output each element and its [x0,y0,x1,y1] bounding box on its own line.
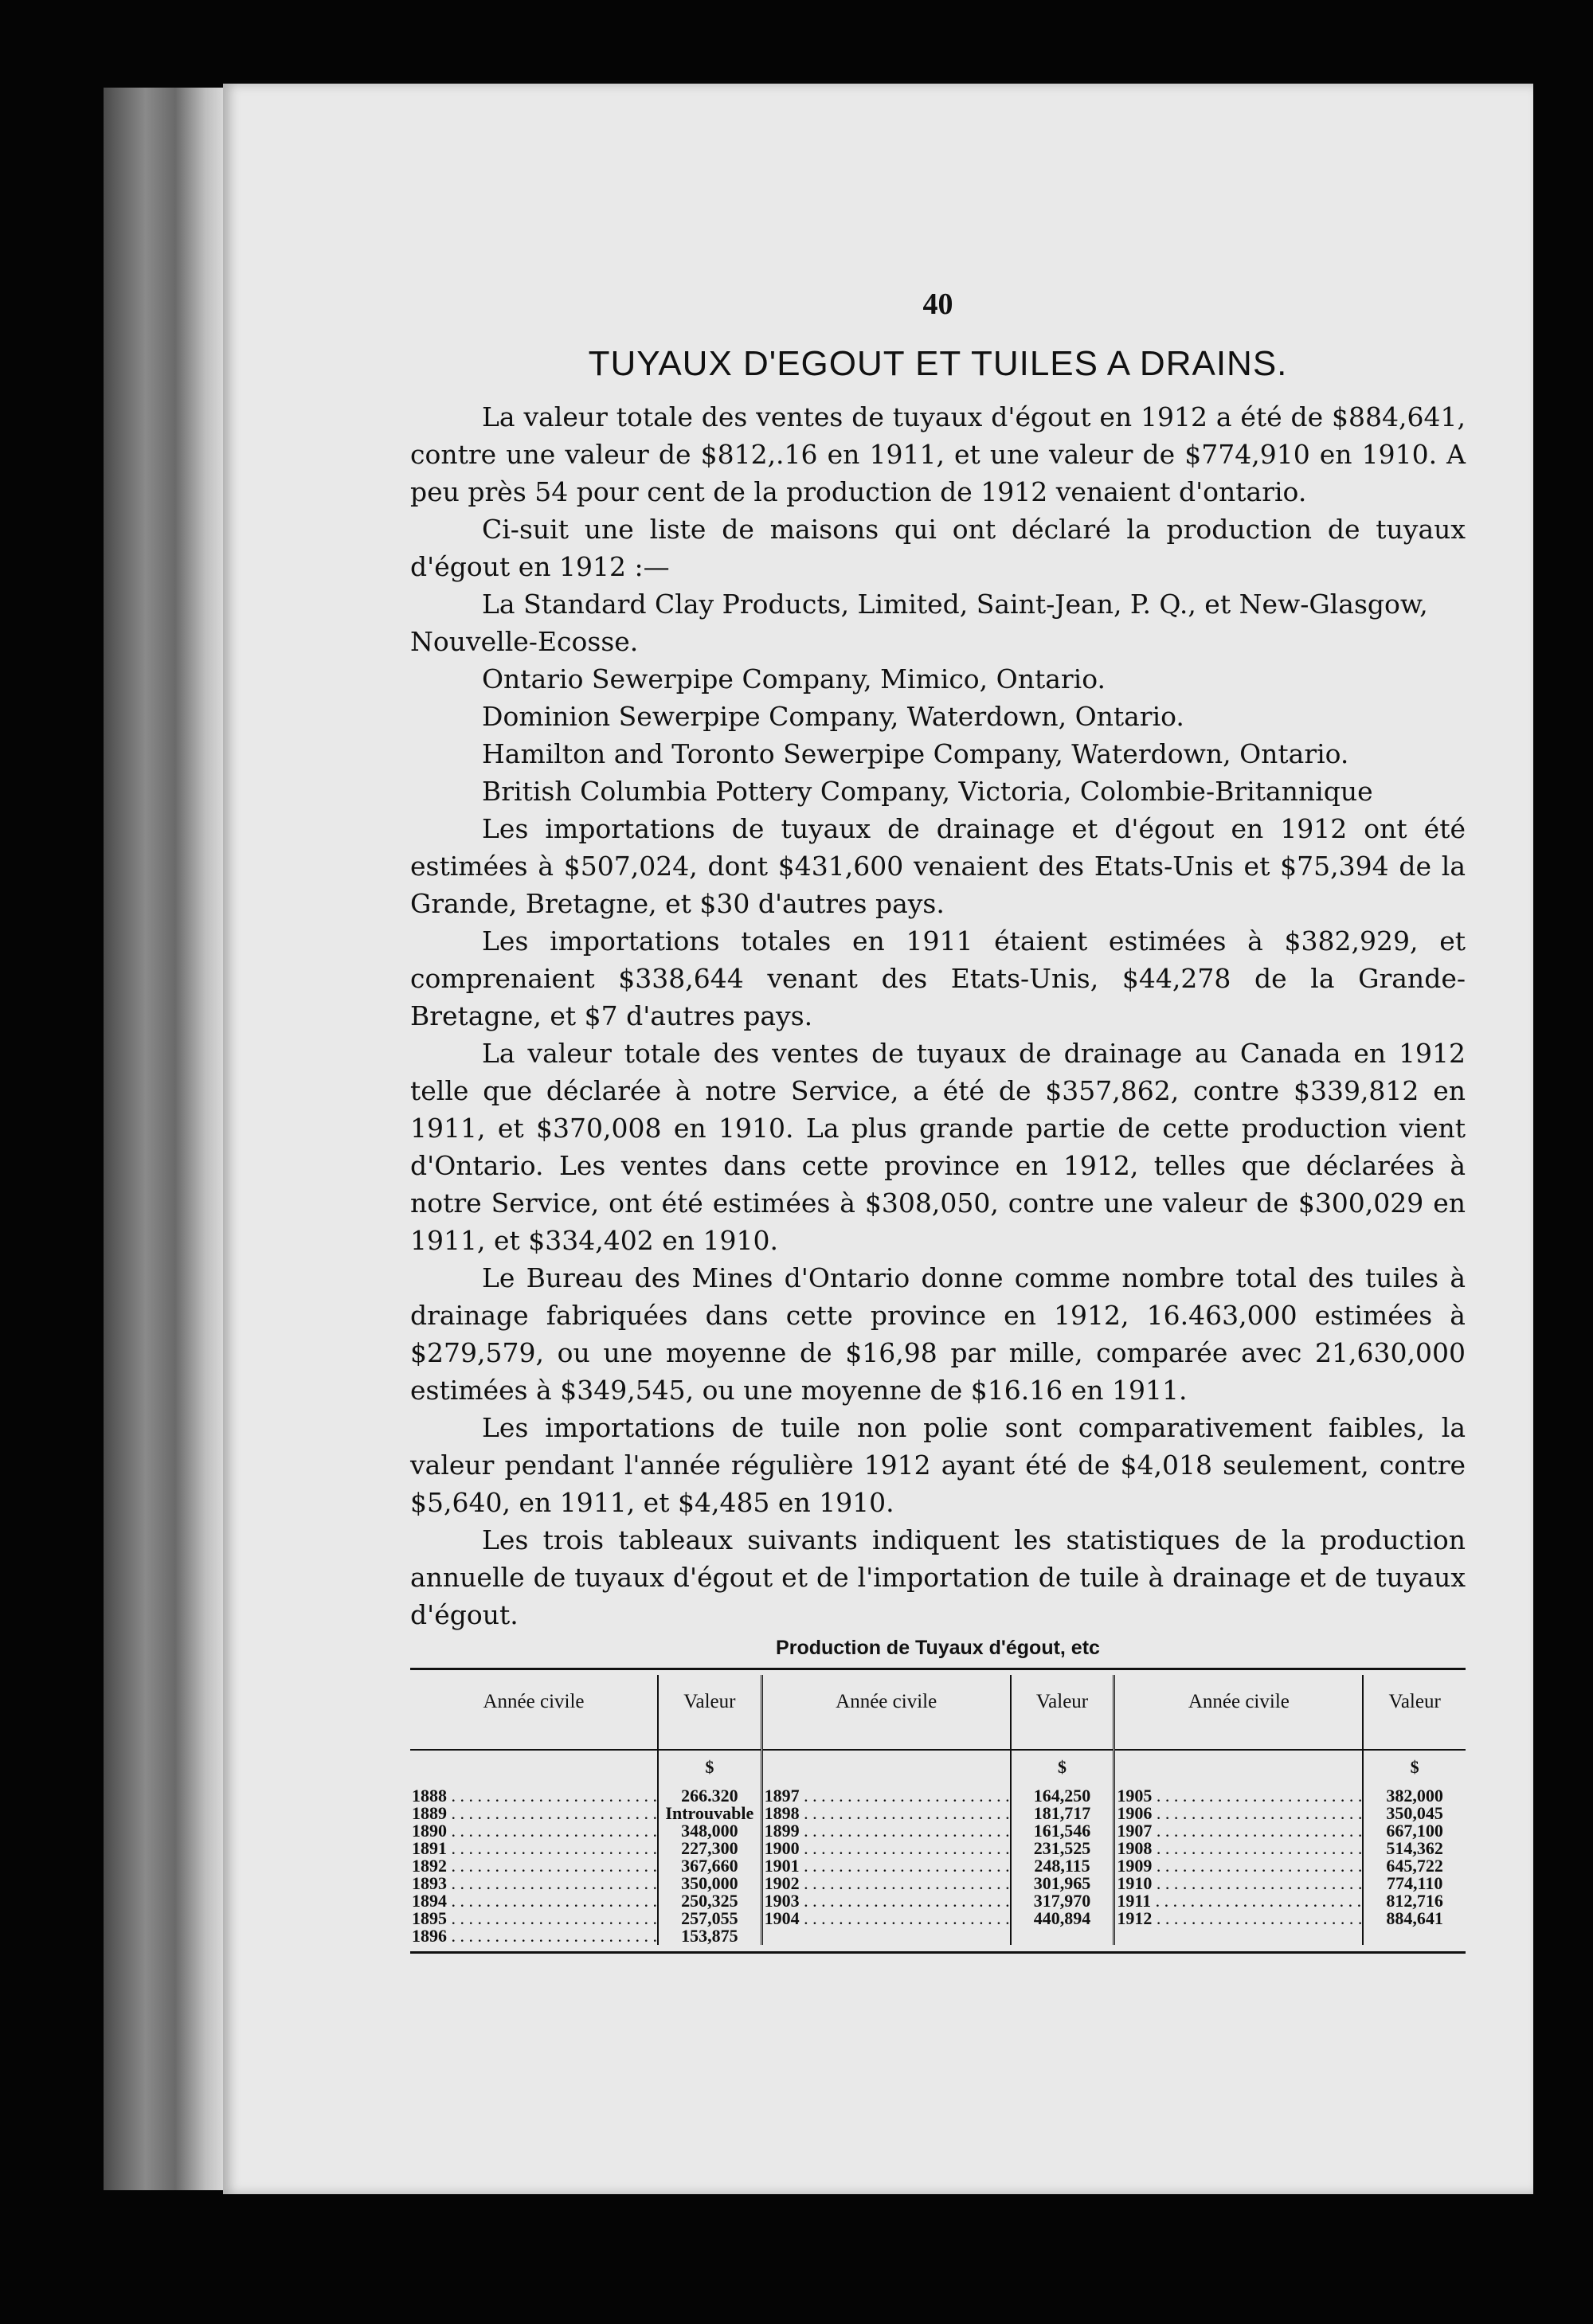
table-value-cell: 884,641 [1386,1910,1443,1927]
table-year-cell: 1896 . . . [410,1927,657,1945]
table-year-cell: 1895 . . . [410,1910,657,1927]
table-year-cell: 1906 . . . [1115,1805,1362,1822]
table-value-cell: 231,525 [1033,1840,1091,1857]
year-column [763,1675,1012,1945]
table-value-cell: 350,000 [681,1875,738,1892]
table-year-cell: 1911 . . . [1115,1892,1362,1910]
table-column-group [410,1675,761,1945]
table-value-cell: 774,110 [1387,1875,1443,1892]
table-value-cell: 257,055 [681,1910,738,1927]
table-year-cell: 1908 . . . [1115,1840,1362,1857]
year-list [410,1784,657,1945]
year-header: Année civile [1115,1675,1362,1751]
value-column [1012,1675,1114,1945]
year-column [1115,1675,1364,1945]
paragraph: Les importations totales en 1911 étaient estimées à $382,929, et comprenaient $338,644 venant des Etats-Unis, $44,278 de la Grande-Bretagne, et $7 d'autres pays. [410,925,1466,1031]
table-column-group [761,1675,1114,1945]
page-content [410,287,1466,1954]
table-year-cell: 1912 . . . [1115,1910,1362,1927]
table-column-group [1113,1675,1466,1945]
table-value-cell: 514,362 [1386,1840,1443,1857]
document-page [223,84,1533,2194]
table-value-cell: 317,970 [1033,1892,1091,1910]
table-year-cell: 1909 . . . [1115,1857,1362,1875]
unit-spacer [410,1751,657,1784]
table-value-cell: 367,660 [681,1857,738,1875]
value-list [659,1784,761,1945]
paragraph: La valeur totale des ventes de tuyaux d'égout en 1912 a été de $884,641, contre une valeur de $812,.16 en 1911, et une valeur de $774,910 en 1910. A peu près 54 pour cent de la production de 1912 venaient d'ontario. [410,401,1466,507]
table-value-cell: 350,045 [1386,1805,1443,1822]
year-header: Année civile [410,1675,657,1751]
unit-spacer [763,1751,1010,1784]
table-caption: Production de Tuyaux d'égout, etc [776,1637,1100,1659]
production-table [410,1668,1466,1954]
table-value-cell: 181,717 [1033,1805,1091,1822]
table-year-cell: 1904 . . . [763,1910,1010,1927]
year-list [1115,1784,1362,1927]
table-year-cell: 1891 . . . [410,1840,657,1857]
table-year-cell: 1900 . . . [763,1840,1010,1857]
company-entry: Hamilton and Toronto Sewerpipe Company, Waterdown, Ontario. [482,738,1349,769]
value-header: Valeur [659,1675,761,1751]
value-header: Valeur [1012,1675,1114,1751]
unit-spacer [1115,1751,1362,1784]
table-year-cell: 1893 . . . [410,1875,657,1892]
paragraph: Les importations de tuile non polie sont comparativement faibles, la valeur pendant l'année régulière 1912 ayant été de $4,018 seulement, contre $5,640, en 1911, et $4,485 en 1910. [410,1412,1466,1518]
table-value-cell: 266.320 [681,1787,738,1805]
book-page-edge [104,88,223,2190]
company-entry: British Columbia Pottery Company, Victoria, Colombie-Britannique [482,776,1373,807]
table-value-cell: 812,716 [1386,1892,1443,1910]
table-value-cell: Introuvable [665,1805,754,1822]
paragraph: Les trois tableaux suivants indiquent les statistiques de la production annuelle de tuyaux d'égout et de l'importation de tuile à drainage et de tuyaux d'égout. [410,1524,1466,1630]
year-column [410,1675,659,1945]
table-year-cell: 1905 . . . [1115,1787,1362,1805]
company-entry: La Standard Clay Products, Limited, Saint-Jean, P. Q., et New-Glasgow, Nouvelle-Ecosse. [410,589,1428,657]
paragraph: La valeur totale des ventes de tuyaux de drainage au Canada en 1912 telle que déclarée à notre Service, a été de $357,862, contre $339,812 en 1911, et $370,008 en 1910. La plus grande partie de cette production vient d'Ontario. Les ventes dans cette province en 1912, telles que déclarées à notre Service, ont été estimées à $308,050, contre une valeur de $300,029 en 1911, et $334,402 en 1910. [410,1038,1466,1256]
year-header: Année civile [763,1675,1010,1751]
table-year-cell: 1889 . . . [410,1805,657,1822]
paragraph: Ci-suit une liste de maisons qui ont déclaré la production de tuyaux d'égout en 1912 :— [410,514,1466,582]
table-year-cell: 1899 . . . [763,1822,1010,1840]
table-year-cell: 1903 . . . [763,1892,1010,1910]
table-year-cell: 1897 . . . [763,1787,1010,1805]
value-column [1364,1675,1466,1945]
paragraph: Le Bureau des Mines d'Ontario donne comme nombre total des tuiles à drainage fabriquées dans cette province en 1912, 16.463,000 estimées à $279,579, ou une moyenne de $16,98 par mille, comparée avec 21,630,000 estimées à $349,545, ou une moyenne de $16.16 en 1911. [410,1262,1466,1406]
unit-label: $ [1410,1757,1419,1777]
table-year-cell: 1890 . . . [410,1822,657,1840]
table-year-cell: 1894 . . . [410,1892,657,1910]
table-value-cell: 164,250 [1033,1787,1091,1805]
table-value-cell: 227,300 [681,1840,738,1857]
value-header: Valeur [1364,1675,1466,1751]
table-value-cell: 440,894 [1033,1910,1091,1927]
table-year-cell: 1892 . . . [410,1857,657,1875]
table-value-cell: 161,546 [1033,1822,1091,1840]
unit-label: $ [1058,1757,1067,1777]
table-value-cell: 348,000 [681,1822,738,1840]
company-entry: Ontario Sewerpipe Company, Mimico, Ontario. [482,663,1106,694]
table-year-cell: 1901 . . . [763,1857,1010,1875]
value-column [659,1675,761,1945]
table-year-cell: 1898 . . . [763,1805,1010,1822]
value-list [1012,1784,1114,1927]
table-year-cell: 1888 . . . [410,1787,657,1805]
table-value-cell: 667,100 [1386,1822,1443,1840]
year-list [763,1784,1010,1927]
value-list [1364,1784,1466,1927]
paragraph: Les importations de tuyaux de drainage et d'égout en 1912 ont été estimées à $507,024, dont $431,600 venaient des Etats-Unis et $75,394 de la Grande, Bretagne, et $30 d'autres pays. [410,813,1466,919]
page-title: TUYAUX D'EGOUT ET TUILES A DRAINS. [588,344,1288,383]
page-number: 40 [922,288,953,321]
table-value-cell: 248,115 [1034,1857,1090,1875]
unit-label: $ [705,1757,714,1777]
table-year-cell: 1910 . . . [1115,1875,1362,1892]
table-value-cell: 301,965 [1033,1875,1091,1892]
table-value-cell: 382,000 [1386,1787,1443,1805]
table-year-cell: 1907 . . . [1115,1822,1362,1840]
table-value-cell: 153,875 [681,1927,738,1945]
table-year-cell: 1902 . . . [763,1875,1010,1892]
table-value-cell: 250,325 [681,1892,738,1910]
table-value-cell: 645,722 [1386,1857,1443,1875]
company-entry: Dominion Sewerpipe Company, Waterdown, Ontario. [482,701,1184,732]
